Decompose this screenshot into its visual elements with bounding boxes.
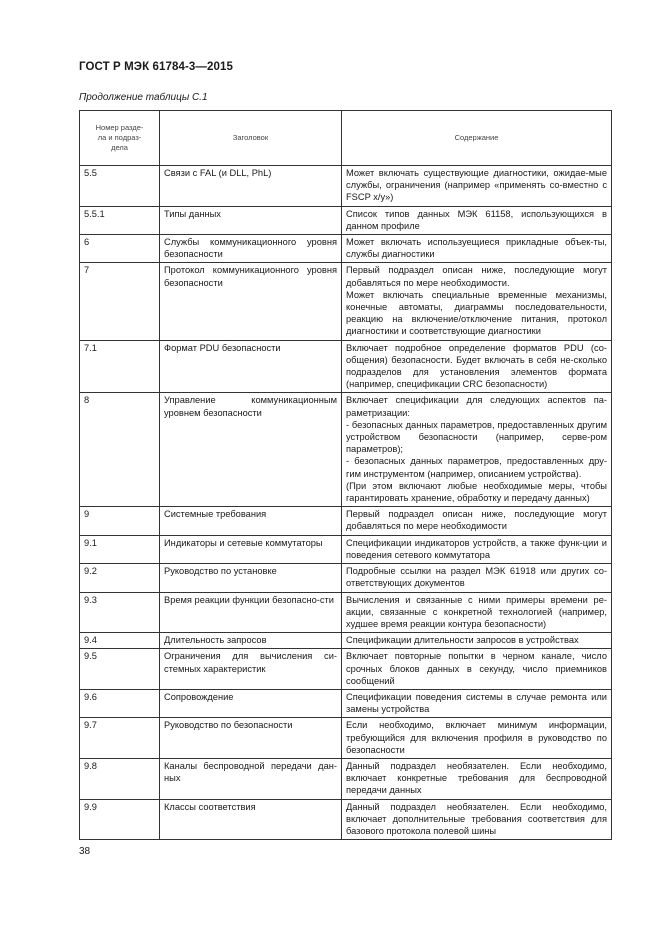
section-title-cell-text: Индикаторы и сетевые коммутаторы <box>164 537 323 548</box>
section-number-cell-text: 6 <box>84 237 90 248</box>
table-row <box>80 507 612 535</box>
section-content-cell-text: Спецификации длительности запросов в устройствах <box>346 635 579 646</box>
column-header-label: Номер разде- ла и подраз- дела <box>95 123 144 152</box>
section-number-cell-text: 8 <box>84 395 90 406</box>
section-content-cell <box>342 206 612 234</box>
table-row <box>80 535 612 563</box>
section-title-cell <box>160 799 342 840</box>
table-row <box>80 689 612 717</box>
section-number-cell <box>80 758 160 799</box>
section-title-cell <box>160 758 342 799</box>
section-number-cell <box>80 340 160 393</box>
table-row <box>80 633 612 649</box>
section-number-cell-text: 9.6 <box>84 691 97 702</box>
table-row <box>80 206 612 234</box>
section-title-cell <box>160 393 342 507</box>
section-number-cell <box>80 263 160 340</box>
table-header-row <box>80 111 612 166</box>
section-title-cell <box>160 718 342 759</box>
document-title: ГОСТ Р МЭК 61784-3—2015 <box>79 61 233 73</box>
section-content-cell <box>342 235 612 263</box>
section-number-cell <box>80 235 160 263</box>
section-number-cell-text: 5.5 <box>84 168 97 178</box>
section-number-cell <box>80 633 160 649</box>
section-number-cell <box>80 718 160 759</box>
section-content-cell-text: Может включать существующие диагностики, ожидае-мые службы, ограничения (например «применять со-вместно с FSCP x/y») <box>346 168 607 203</box>
column-header-title <box>160 111 342 166</box>
section-title-cell <box>160 340 342 393</box>
section-content-cell <box>342 592 612 633</box>
section-number-cell-text: 9.9 <box>84 801 97 812</box>
section-number-cell <box>80 507 160 535</box>
section-title-cell-text: Ограничения для вычисления си-стемных характеристик <box>164 651 337 674</box>
section-content-cell <box>342 393 612 507</box>
table-row <box>80 718 612 759</box>
section-number-cell-text: 9 <box>84 509 90 520</box>
column-header-section-number <box>80 111 160 166</box>
section-number-cell-text: 9.5 <box>84 651 97 662</box>
section-number-cell-text: 9.3 <box>84 594 97 605</box>
section-title-cell <box>160 689 342 717</box>
section-content-cell <box>342 799 612 840</box>
section-content-cell-text: Данный подраздел необязателен. Если необходимо, включает конкретные требования для беспроводной передачи данных <box>346 760 607 796</box>
section-number-cell <box>80 799 160 840</box>
section-number-cell <box>80 649 160 690</box>
table-row <box>80 235 612 263</box>
section-content-cell <box>342 633 612 649</box>
table-row <box>80 166 612 207</box>
section-title-cell <box>160 649 342 690</box>
section-content-cell <box>342 758 612 799</box>
section-content-cell <box>342 718 612 759</box>
section-title-cell <box>160 166 342 207</box>
section-number-cell-text: 9.8 <box>84 760 97 771</box>
section-title-cell-text: Время реакции функции безопасно-сти <box>164 594 334 605</box>
section-title-cell-text: Системные требования <box>164 509 267 520</box>
section-content-cell-text: Подробные ссылки на раздел МЭК 61918 или других со-ответствующих документов <box>346 566 607 589</box>
section-number-cell <box>80 166 160 207</box>
section-content-cell-text: Вычисления и связанные с ними примеры времени ре-акции, связанные с конкретной технологией (например, худшее время реакции контура безопасности) <box>346 594 607 629</box>
column-header-content <box>342 111 612 166</box>
section-number-cell-text: 5.5.1 <box>84 208 105 219</box>
section-number-cell <box>80 689 160 717</box>
table-row <box>80 263 612 340</box>
section-title-cell-text: Протокол коммуникационного уровня безопасности <box>164 265 337 288</box>
section-number-cell-text: 7.1 <box>84 342 97 353</box>
table-row <box>80 393 612 507</box>
section-title-cell <box>160 206 342 234</box>
section-title-cell-text: Формат PDU безопасности <box>164 342 281 353</box>
section-content-cell <box>342 649 612 690</box>
section-title-cell <box>160 633 342 649</box>
table-row <box>80 799 612 840</box>
section-number-cell-text: 9.2 <box>84 566 97 577</box>
section-title-cell-text: Классы соответствия <box>164 801 256 812</box>
table-row <box>80 758 612 799</box>
table-continuation-caption: Продолжение таблицы С.1 <box>79 92 208 103</box>
section-number-cell <box>80 535 160 563</box>
requirements-table <box>79 110 612 840</box>
section-content-cell-text: Список типов данных МЭК 61158, использующихся в данном профиле <box>346 208 607 231</box>
section-title-cell <box>160 507 342 535</box>
section-content-cell <box>342 507 612 535</box>
table-row <box>80 649 612 690</box>
section-content-cell-text: Данный подраздел необязателен. Если необходимо, включает дополнительные требования соответствия для базового протокола полевой шины <box>346 801 607 836</box>
section-number-cell <box>80 592 160 633</box>
section-title-cell <box>160 564 342 592</box>
table-row <box>80 564 612 592</box>
section-content-cell <box>342 166 612 207</box>
section-number-cell <box>80 393 160 507</box>
section-content-cell <box>342 535 612 563</box>
section-content-cell <box>342 340 612 393</box>
table-body <box>80 166 612 840</box>
section-title-cell-text: Руководство по установке <box>164 566 277 577</box>
section-title-cell <box>160 263 342 340</box>
page-number: 38 <box>79 846 91 857</box>
section-title-cell-text: Каналы беспроводной передачи дан-ных <box>164 760 337 784</box>
section-title-cell-text: Связи с FAL (и DLL, PhL) <box>164 168 272 178</box>
section-number-cell-text: 9.7 <box>84 720 97 731</box>
section-content-cell-text: Спецификации индикаторов устройств, а также функ-ции и поведения сетевого коммутатора <box>346 537 607 560</box>
section-number-cell-text: 9.4 <box>84 635 97 646</box>
section-content-cell <box>342 263 612 340</box>
section-title-cell-text: Руководство по безопасности <box>164 720 293 731</box>
section-content-cell-text: Включает повторные попытки в черном канале, число срочных блоков данных в секунду, число приемников сообщений <box>346 651 607 686</box>
table-row <box>80 340 612 393</box>
section-content-cell <box>342 564 612 592</box>
section-content-cell-text: Если необходимо, включает минимум информации, требующийся для включения профиля в руководство по безопасности <box>346 720 607 755</box>
section-title-cell-text: Службы коммуникационного уровня безопасности <box>164 237 337 260</box>
section-title-cell <box>160 535 342 563</box>
section-content-cell-text: Включает подробное определение форматов PDU (со-общения) безопасности. Будет включать в себя не-сколько подразделов для установления элементов формата (например, спецификации CRC безопасности) <box>346 342 607 390</box>
section-title-cell-text: Управление коммуникационным уровнем безопасности <box>164 395 337 418</box>
section-content-cell-text: Включает спецификации для следующих аспектов па-раметризации: - безопасных данных параметров, предоставленных другим устройством безопасности (например, серве-ром параметров); - безопасных данных параметров, предоставленных дру-гим инструментом (например, описанием устройства). (При этом включают любые необходимые меры, чтобы гарантировать хранение, обработку и передачу данных) <box>346 395 607 504</box>
section-content-cell-text: Первый подраздел описан ниже, последующие могут добавляться по мере необходимости. Может включать специальные временные механизмы, конечные автоматы, диаграммы последовательности, реакцию на включение/отключение питания, протокол диагностики и соответствующие диагностики <box>346 265 607 337</box>
column-header-label: Заголовок <box>232 133 269 142</box>
section-number-cell-text: 9.1 <box>84 537 97 548</box>
section-title-cell <box>160 235 342 263</box>
section-title-cell-text: Сопровождение <box>164 691 234 702</box>
section-title-cell <box>160 592 342 633</box>
section-number-cell <box>80 206 160 234</box>
section-title-cell-text: Длительность запросов <box>164 635 267 646</box>
table-row <box>80 592 612 633</box>
section-number-cell <box>80 564 160 592</box>
section-content-cell-text: Спецификации поведения системы в случае ремонта или замены устройства <box>346 691 607 715</box>
section-number-cell-text: 7 <box>84 265 90 276</box>
column-header-label: Содержание <box>454 133 499 142</box>
section-content-cell-text: Может включать используещиеся прикладные объек-ты, службы диагностики <box>346 237 607 260</box>
section-content-cell <box>342 689 612 717</box>
section-title-cell-text: Типы данных <box>164 208 221 219</box>
section-content-cell-text: Первый подраздел описан ниже, последующие могут добавляться по мере необходимости <box>346 509 607 532</box>
